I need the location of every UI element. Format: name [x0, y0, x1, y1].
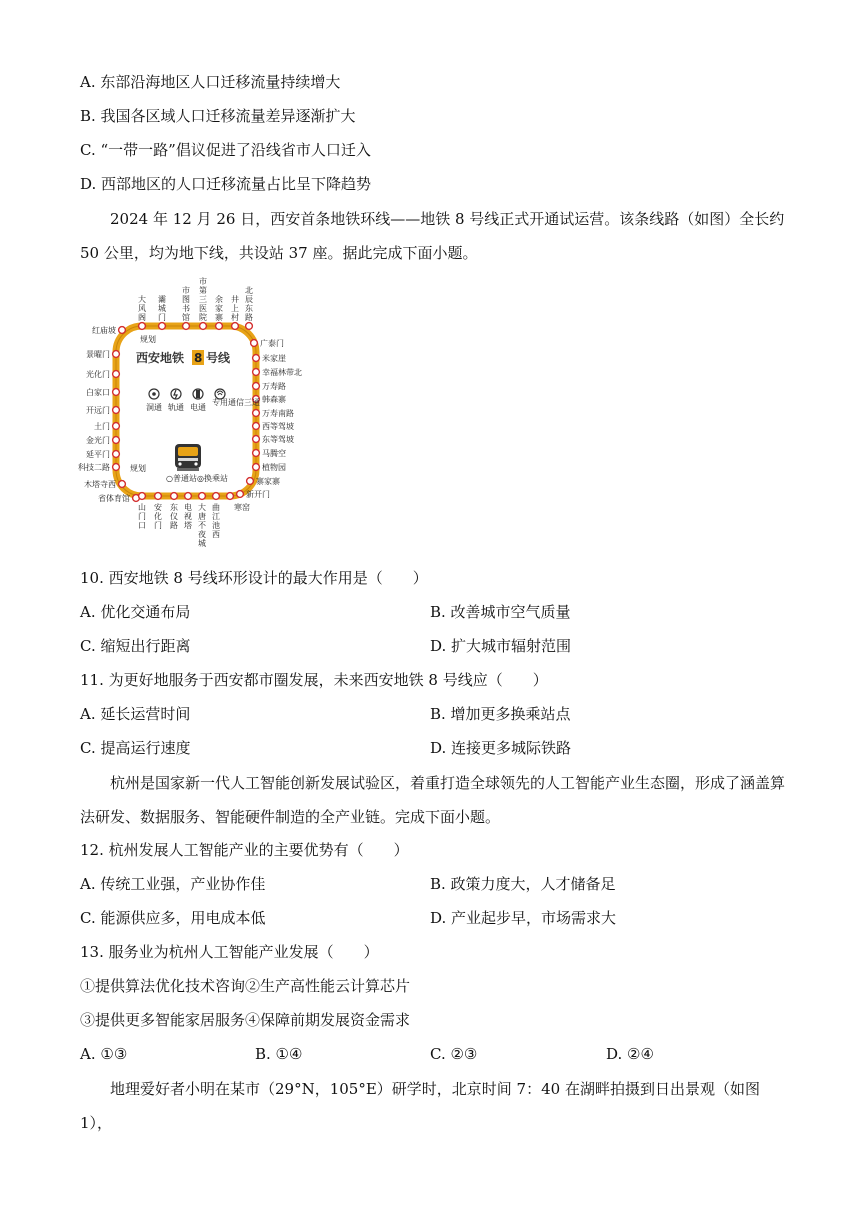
station-dot-right-5 — [253, 410, 260, 417]
station-label-top-3: 市第三医院 — [199, 277, 207, 322]
station-label-bottom-0: 山门口 — [138, 503, 146, 530]
station-dot-right-3 — [253, 383, 260, 390]
station-dot-right-0 — [251, 340, 258, 347]
station-dot-right-10 — [247, 478, 254, 485]
station-label-left-7: 延平门 — [86, 450, 110, 459]
q10-option-b: B. 改善城市空气质量 — [430, 603, 571, 621]
passage-metro: 2024 年 12 月 26 日，西安首条地铁环线——地铁 8 号线正式开通试运营。该条线路（如图）全长约 50 公里，均为地下线，共设站 37 座。据此完成下面小题。 — [80, 210, 785, 262]
station-label-right-9: 植物园 — [262, 463, 286, 472]
station-dot-left-5 — [113, 423, 120, 430]
station-label-top-4: 余家寨 — [215, 295, 223, 322]
station-dot-left-3 — [113, 389, 120, 396]
station-label-right-8: 马腾空 — [262, 449, 286, 458]
passage-sunrise: 地理爱好者小明在某市（29°N，105°E）研学时，北京时间 7：40 在湖畔拍摄到日出景观（如图 1）， — [80, 1080, 760, 1132]
metro-line8-map — [78, 268, 318, 558]
q10-option-c: C. 缩短出行距离 — [80, 637, 191, 655]
q9-option-c: C. “一带一路”倡议促进了沿线省市人口迁入 — [80, 141, 371, 159]
station-label-right-0: 广泰门 — [260, 339, 284, 348]
station-label-bottom-6: 寒窑 — [234, 503, 250, 512]
station-dot-right-6 — [253, 423, 260, 430]
transfer-legend: ○普通站◎换乘站 — [166, 474, 228, 483]
station-dot-bottom-0 — [139, 493, 146, 500]
station-dot-top-1 — [159, 323, 166, 330]
station-dot-left-6 — [113, 437, 120, 444]
station-dot-top-6 — [246, 323, 253, 330]
station-label-right-6: 西等驾坡 — [262, 422, 294, 431]
q13-items-2: ③提供更多智能家居服务④保障前期发展资金需求 — [80, 1011, 411, 1029]
map-title-suffix: 号线 — [206, 351, 231, 365]
map-title-prefix: 西安地铁 — [136, 351, 185, 365]
legend-label-3: 电通 — [190, 403, 206, 412]
q10-option-a: A. 优化交通布局 — [80, 603, 191, 621]
station-dot-bottom-1 — [155, 493, 162, 500]
station-dot-left-1 — [113, 351, 120, 358]
q13-items-1: ①提供算法优化技术咨询②生产高性能云计算芯片 — [80, 977, 411, 995]
q9-option-d: D. 西部地区的人口迁移流量占比呈下降趋势 — [80, 175, 372, 193]
q12-option-a: A. 传统工业强，产业协作佳 — [80, 875, 266, 893]
station-label-right-5: 万寿南路 — [262, 409, 294, 418]
legend-label-1: 洞通 — [146, 403, 162, 412]
station-dot-top-2 — [183, 323, 190, 330]
map-title-number: 8 — [194, 351, 203, 365]
q13-option-a: A. ①③ — [80, 1045, 128, 1063]
q12-option-b: B. 政策力度大，人才储备足 — [430, 875, 616, 893]
planned-label-top: 规划 — [140, 335, 156, 344]
q13-stem: 13. 服务业为杭州人工智能产业发展（ ） — [80, 943, 379, 961]
station-label-top-0: 大风阁 — [138, 295, 146, 322]
station-dot-bottom-5 — [213, 493, 220, 500]
station-dot-left-2 — [113, 371, 120, 378]
station-label-bottom-5: 曲江池西 — [212, 503, 220, 539]
station-dot-top-5 — [232, 323, 239, 330]
station-label-bottom-3: 电视塔 — [184, 503, 192, 530]
station-label-left-1: 景曜门 — [86, 350, 110, 359]
q12-option-d: D. 产业起步早，市场需求大 — [430, 909, 617, 927]
station-dot-right-1 — [253, 355, 260, 362]
station-label-left-6: 金光门 — [86, 436, 110, 445]
q11-stem: 11. 为更好地服务于西安都市圈发展，未来西安地铁 8 号线应（ ） — [80, 671, 548, 689]
station-dot-top-3 — [200, 323, 207, 330]
passage-hangzhou: 杭州是国家新一代人工智能创新发展试验区，着重打造全球领先的人工智能产业生态圈，形成了涵盖算法研发、数据服务、智能硬件制造的全产业链。完成下面小题。 — [80, 774, 786, 826]
station-label-right-1: 米家崖 — [262, 354, 286, 363]
station-dot-right-7 — [253, 436, 260, 443]
station-dot-bottom-6 — [227, 493, 234, 500]
station-dot-left-9 — [119, 481, 126, 488]
station-dot-left-4 — [113, 407, 120, 414]
station-dot-right-2 — [253, 369, 260, 376]
q11-option-a: A. 延长运营时间 — [80, 705, 191, 723]
q9-option-b: B. 我国各区域人口迁移流量差异逐渐扩大 — [80, 107, 356, 125]
station-dot-right-9 — [253, 464, 260, 471]
station-label-left-0: 红庙坡 — [92, 326, 116, 335]
station-label-left-5: 土门 — [94, 422, 110, 431]
q10-option-d: D. 扩大城市辐射范围 — [430, 637, 572, 655]
station-label-right-10: 寨家寨 — [256, 477, 280, 486]
station-label-left-9: 木塔寺西 — [84, 480, 116, 489]
q13-option-d: D. ②④ — [606, 1045, 654, 1063]
q9-option-a: A. 东部沿海地区人口迁移流量持续增大 — [80, 73, 341, 91]
station-label-left-4: 开远门 — [86, 406, 110, 415]
station-label-right-7: 东等驾坡 — [262, 435, 294, 444]
q12-option-c: C. 能源供应多，用电成本低 — [80, 909, 266, 927]
q11-option-c: C. 提高运行速度 — [80, 739, 191, 757]
q11-option-d: D. 连接更多城际铁路 — [430, 739, 572, 757]
station-dot-top-4 — [216, 323, 223, 330]
station-label-bottom-1: 安化门 — [154, 503, 162, 530]
station-dot-right-11 — [237, 491, 244, 498]
station-dot-right-8 — [253, 450, 260, 457]
metro-map-svg — [78, 268, 318, 558]
q13-option-b: B. ①④ — [255, 1045, 303, 1063]
legend-label-2: 轨通 — [168, 403, 184, 412]
station-label-right-11: 新开门 — [246, 490, 270, 499]
q12-stem: 12. 杭州发展人工智能产业的主要优势有（ ） — [80, 841, 409, 859]
planned-label-left: 规划 — [130, 464, 146, 473]
station-label-right-2: 幸福林带北 — [262, 368, 302, 377]
station-label-top-5: 井上村 — [231, 295, 239, 322]
station-label-top-1: 灞城门 — [158, 295, 166, 322]
station-label-left-2: 光化门 — [86, 370, 110, 379]
station-dot-top-0 — [139, 323, 146, 330]
station-dot-left-7 — [113, 451, 120, 458]
station-label-right-3: 万寿路 — [262, 382, 286, 391]
legend — [146, 389, 260, 412]
q13-option-c: C. ②③ — [430, 1045, 478, 1063]
station-label-bottom-2: 东仪路 — [170, 503, 178, 530]
q10-stem: 10. 西安地铁 8 号线环形设计的最大作用是（ ） — [80, 569, 428, 587]
station-label-left-10: 省体育馆 — [98, 494, 130, 503]
station-dot-bottom-3 — [185, 493, 192, 500]
station-label-top-2: 市图书馆 — [182, 286, 190, 322]
station-label-top-6: 北辰东路 — [245, 286, 253, 322]
legend-label-4: 专用通信三通 — [212, 398, 260, 407]
q11-option-b: B. 增加更多换乘站点 — [430, 705, 571, 723]
station-label-right-4: 韩森寨 — [262, 395, 286, 404]
station-dot-bottom-2 — [171, 493, 178, 500]
station-label-left-3: 白家口 — [86, 388, 110, 397]
station-dot-bottom-4 — [199, 493, 206, 500]
station-dot-left-0 — [119, 327, 126, 334]
station-label-bottom-4: 大唐不夜城 — [198, 503, 206, 548]
train-icon — [175, 444, 201, 471]
station-dot-left-8 — [113, 464, 120, 471]
station-label-left-8: 科技二路 — [78, 463, 110, 472]
